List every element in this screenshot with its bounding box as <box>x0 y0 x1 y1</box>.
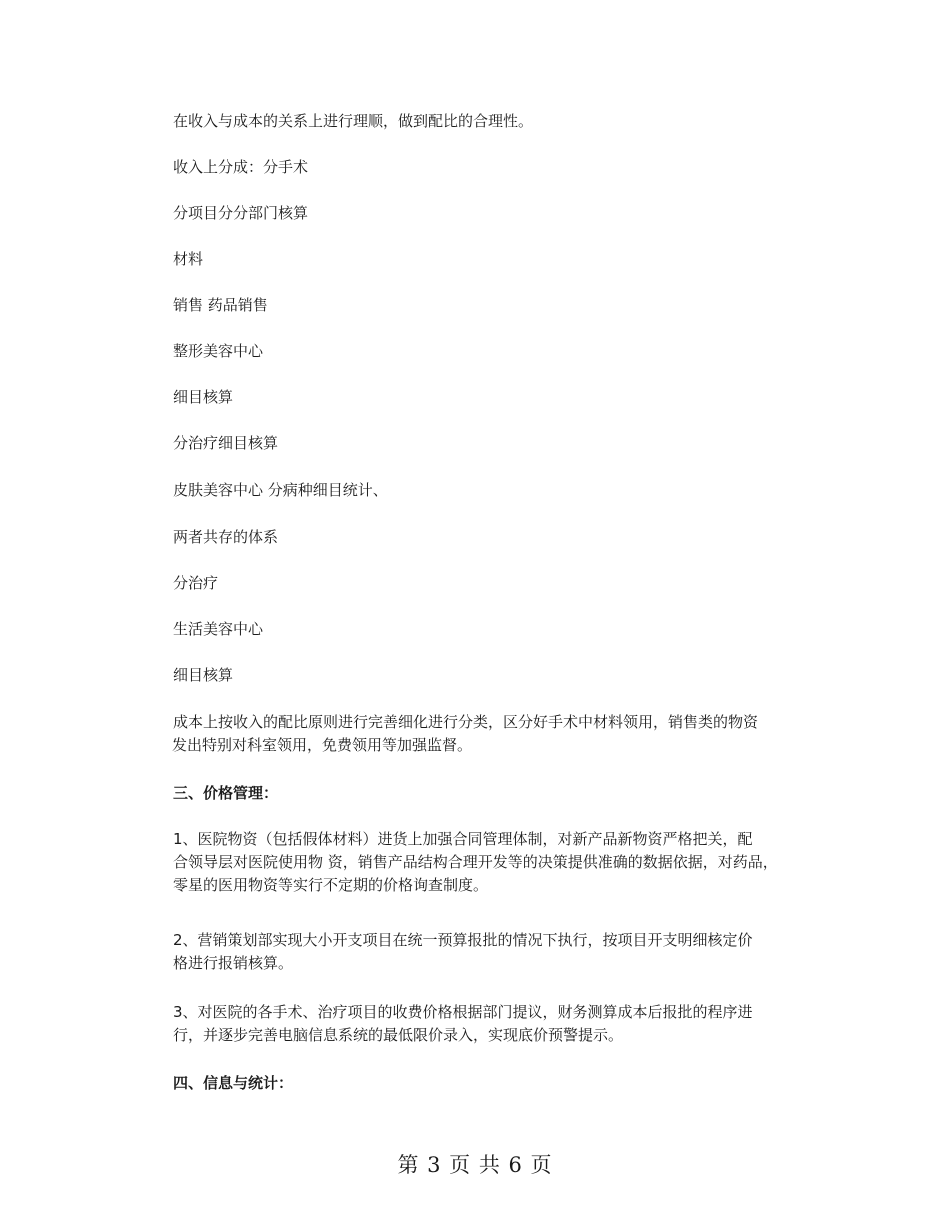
text-line: 细目核算 <box>173 666 234 684</box>
section-heading-info-statistics: 四、信息与统计： <box>173 1074 294 1092</box>
paragraph-line: 发出特别对科室领用，免费领用等加强监督。 <box>172 736 473 754</box>
text-line: 在收入与成本的关系上进行理顺，做到配比的合理性。 <box>173 112 534 130</box>
text-line: 皮肤美容中心 分病种细目统计、 <box>173 481 388 499</box>
text-line: 收入上分成：分手术 <box>173 158 309 176</box>
text-line: 分治疗 <box>173 574 219 592</box>
text-line: 分治疗细目核算 <box>173 434 279 452</box>
paragraph-line: 1、医院物资（包括假体材料）进货上加强合同管理体制，对新产品新物资严格把关，配 <box>173 830 753 848</box>
text-line: 生活美容中心 <box>173 620 264 638</box>
paragraph-line: 格进行报销核算。 <box>173 954 294 972</box>
text-line: 销售 药品销售 <box>173 296 268 314</box>
text-line: 整形美容中心 <box>173 342 264 360</box>
page-number-footer: 第 3 页 共 6 页 <box>397 1153 553 1177</box>
paragraph-line: 合领导层对医院使用物 资，销售产品结构合理开发等的决策提供准确的数据依据，对药品， <box>173 853 778 871</box>
paragraph-line: 成本上按收入的配比原则进行完善细化进行分类，区分好手术中材料领用，销售类的物资 <box>173 713 759 731</box>
section-heading-price-management: 三、价格管理： <box>173 784 279 802</box>
text-line: 细目核算 <box>173 388 234 406</box>
paragraph-line: 2、营销策划部实现大小开支项目在统一预算报批的情况下执行，按项目开支明细核定价 <box>173 931 753 949</box>
text-line: 分项目分分部门核算 <box>173 204 309 222</box>
price-item-2 <box>173 929 813 975</box>
paragraph-line: 3、对医院的各手术、治疗项目的收费价格根据部门提议，财务测算成本后报批的程序进 <box>173 1003 753 1021</box>
paragraph-line: 行，并逐步完善电脑信息系统的最低限价录入，实现底价预警提示。 <box>173 1026 624 1044</box>
text-line: 材料 <box>173 250 204 268</box>
price-item-1 <box>173 828 813 897</box>
paragraph-line: 零星的医用物资等实行不定期的价格询查制度。 <box>173 876 489 894</box>
price-item-3 <box>173 1001 813 1047</box>
cost-paragraph <box>173 711 813 757</box>
text-line: 两者共存的体系 <box>173 528 279 546</box>
